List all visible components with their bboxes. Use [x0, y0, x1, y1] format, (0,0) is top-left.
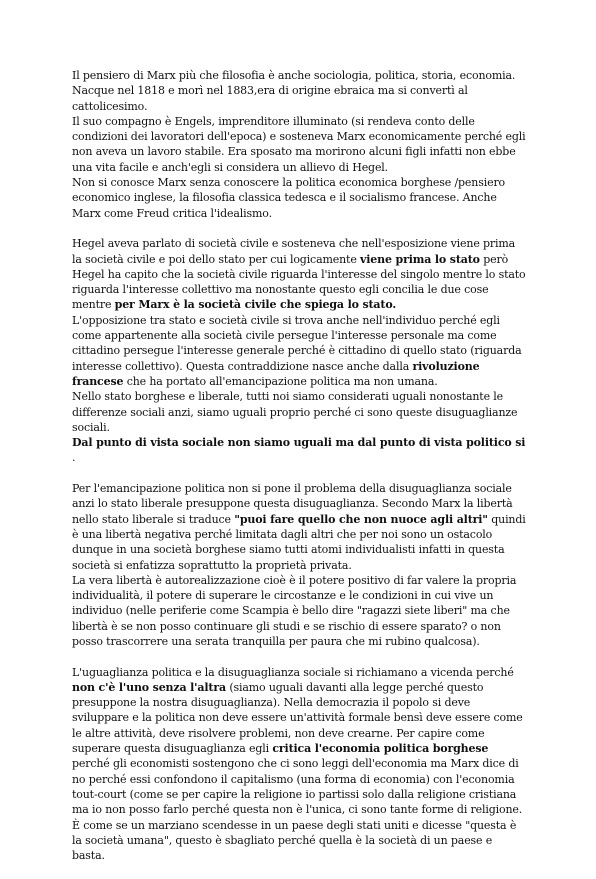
- text-run: Nello stato borghese e liberale, tutti noi siamo considerati uguali nonostante le differenze sociali anzi, siamo uguali proprio perché ci sono queste disuguaglianze sociali.: [72, 390, 518, 434]
- text-run: Non si conosce Marx senza conoscere la politica economica borghese /pensiero economico inglese, la filosofia classica tedesca e il socialismo francese. Anche Marx come Freud critica l'idealismo.: [72, 176, 506, 220]
- paragraph-3: [72, 481, 528, 649]
- bold-text: rivoluzione francese: [72, 359, 480, 388]
- text-run: L'opposizione tra stato e società civile si trova anche nell'individuo perché egli come appartenente alla società civile persegue l'interesse personale ma come cittadino persegue l'interesse generale perché è cittadino di quello stato (riguarda interesse collettivo). Questa contraddizione nasce anche dalla: [72, 313, 522, 373]
- text-run: però Hegel ha capito che la società civile riguarda l'interesse del singolo mentre lo stato riguarda l'interesse collettivo ma nonostante questo egli concilia le due cose mentre: [72, 252, 526, 312]
- bold-text: per Marx è la società civile che spiega lo stato.: [114, 298, 397, 312]
- document-body: [72, 68, 528, 879]
- text-run: che ha portato all'emancipazione politica ma non umana.: [123, 374, 438, 388]
- text-run: perché gli economisti sostengono che ci sono leggi dell'economia ma Marx dice di no perché essi confondono il capitalismo (una forma di economia) con l'economia tout-court (come se per capire la religione io partissi solo dalla religione cristiana ma io non posso farlo perché questa non è l'unica, ci sono tante forme di religione. È come se un marziano scendesse in un paese degli stati uniti e dicesse "questa è la società umana", questo è sbagliato perché quella è la società di un paese e basta.: [72, 757, 523, 863]
- text-run: Il pensiero di Marx più che filosofia è anche sociologia, politica, storia, economia.: [72, 69, 516, 82]
- bold-text: non c'è l'uno senza l'altra: [72, 680, 226, 694]
- paragraph-4: [72, 665, 528, 864]
- text-run: (siamo uguali davanti alla legge perché questo presuppone la nostra disuguaglianza). Nella democrazia il popolo si deve sviluppare e la politica non deve essere un'attività formale bensì deve essere come le altre attività, deve risolvere problemi, non deve crearne. Per capire come superare questa disuguaglianza egli: [72, 680, 523, 756]
- bold-text: critica l'economia politica borghese: [272, 742, 489, 756]
- text-run: La vera libertà è autorealizzazione cioè è il potere positivo di far valere la propria individualità, il potere di superare le circostanze e le condizioni in cui vive un individuo (nelle periferie come Scampia è bello dire "ragazzi siete liberi" ma che libertà è se non posso continuare gli studi e se rischio di essere sparato? o non posso trascorrere una serata tranquilla per paura che mi rubino qualcosa).: [72, 573, 517, 648]
- paragraph-1: [72, 68, 528, 221]
- text-run: Hegel aveva parlato di società civile e sosteneva che nell'esposizione viene prima la società civile e poi dello stato per cui logicamente: [72, 237, 516, 266]
- bold-text: viene prima lo stato: [360, 252, 480, 266]
- bold-text: Dal punto di vista sociale non siamo uguali ma dal punto di vista politico si: [72, 436, 526, 450]
- text-run: quindi è una libertà negativa perché limitata dagli altri che per noi sono un ostacolo dunque in una società borghese siamo tutti atomi individualisti infatti in questa società si enfatizza soprattutto la proprietà privata.: [72, 512, 526, 572]
- text-run: Il suo compagno è Engels, imprenditore illuminato (si rendeva conto delle condizioni dei lavoratori dell'epoca) e sosteneva Marx economicamente perché egli non aveva un lavoro stabile. Era sposato ma morirono alcuni figli infatti non ebbe una vita facile e anch'egli si considera un allievo di Hegel.: [72, 114, 526, 174]
- paragraph-2: [72, 236, 528, 465]
- text-run: Nacque nel 1818 e morì nel 1883,era di origine ebraica ma si convertì al cattolicesimo.: [72, 84, 468, 113]
- text-run: .: [72, 451, 76, 465]
- bold-text: "puoi fare quello che non nuoce agli altri": [234, 512, 488, 526]
- text-run: L'uguaglianza politica e la disuguaglianza sociale si richiamano a vicenda perché: [72, 665, 514, 679]
- text-run: Per l'emancipazione politica non si pone il problema della disuguaglianza sociale anzi lo stato liberale presuppone questa disuguaglianza. Secondo Marx la libertà nello stato liberale si traduce: [72, 482, 513, 526]
